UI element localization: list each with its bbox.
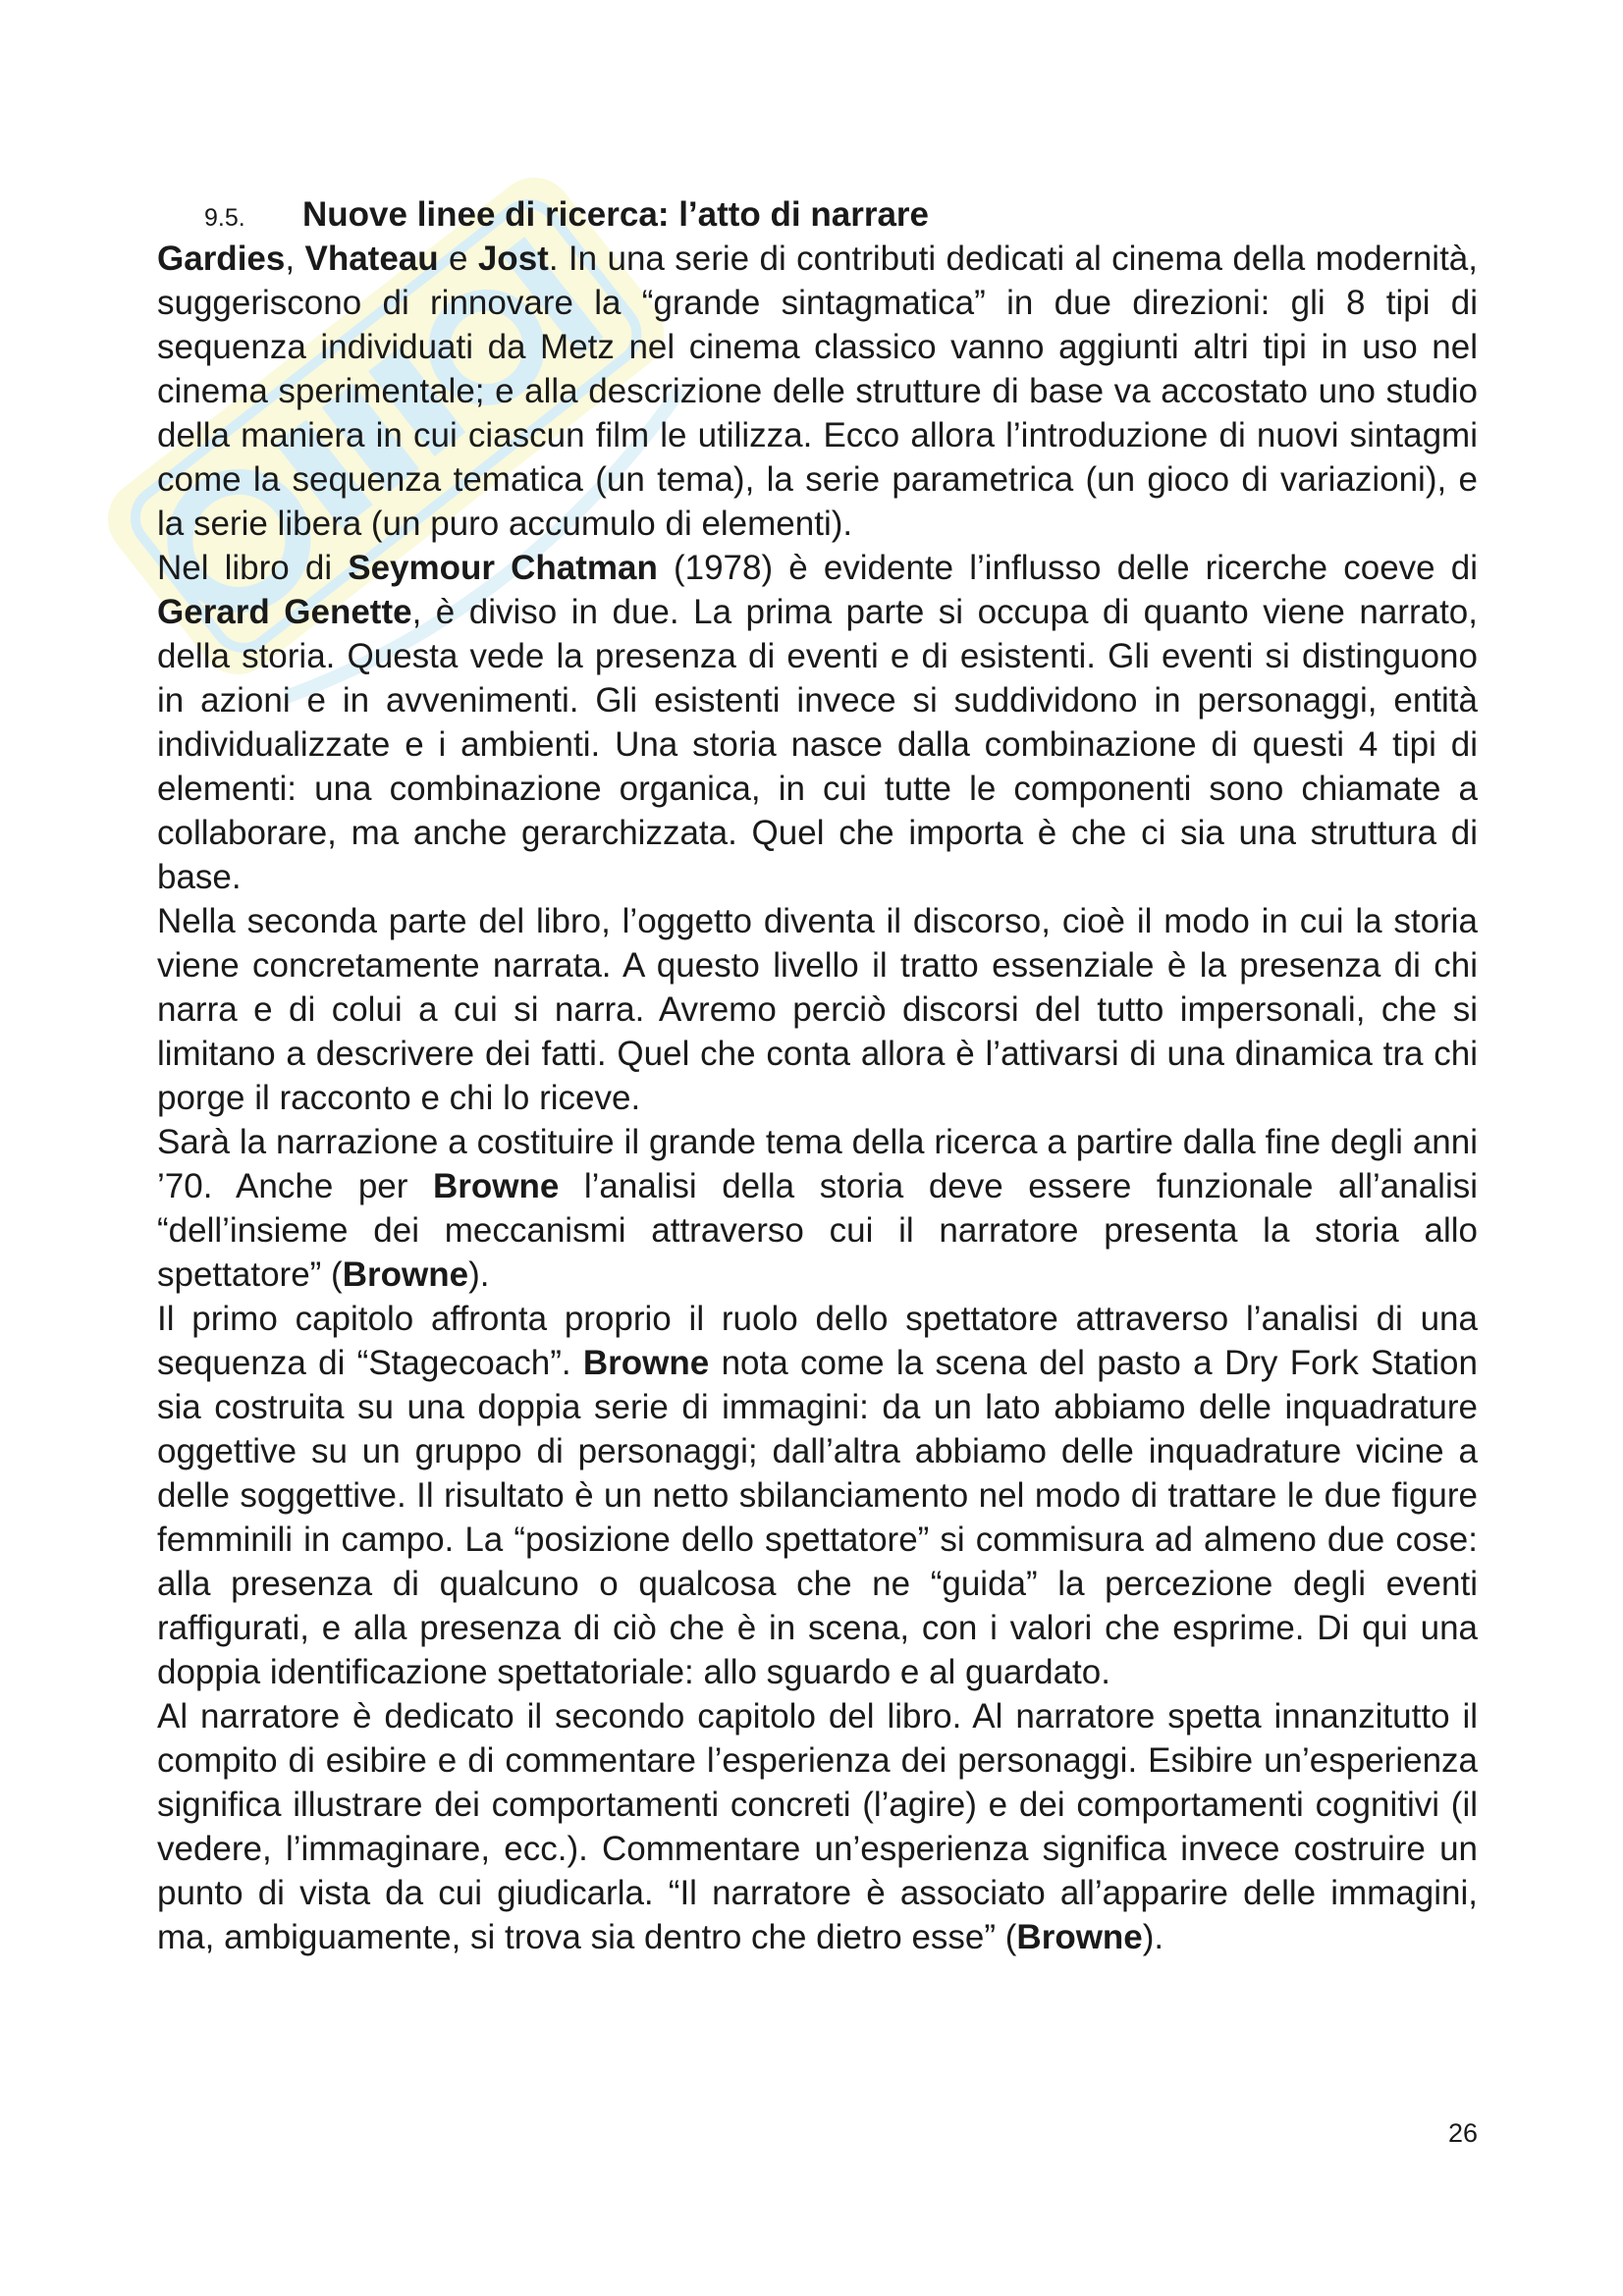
bold-run: Gardies [157, 240, 286, 278]
text-run: ). [468, 1255, 490, 1294]
text-run: e [438, 240, 478, 278]
text-run: Al narratore è dedicato il secondo capitolo del libro. Al narratore spetta innanzitutto il compito di esibire e di commentare l’esperienza dei personaggi. Esibire un’esperienza significa illustrare dei comportamenti concreti (l’agire) e dei comportamenti cognitivi (il vedere, l’immaginare, ecc.). Commentare un’esperienza significa invece costruire un punto di vista da cui giudicarla. “Il narratore è associato all’apparire delle immagini, ma, ambiguamente, si trova sia dentro che dietro esse” ( [157, 1697, 1478, 1956]
paragraph [157, 1297, 1478, 1694]
text-run: Sarà la narrazione a costituire il grande tema della ricerca a partire dalla fine degli anni ’70. Anche per [157, 1123, 1478, 1205]
bold-run: Browne [1016, 1918, 1143, 1956]
paragraph [157, 1694, 1478, 1959]
paragraph [157, 899, 1478, 1120]
paragraph [157, 546, 1478, 899]
page-number: 26 [1447, 2118, 1478, 2148]
bold-run: Gerard Genette [157, 593, 412, 631]
text-run: l’analisi della storia deve essere funzionale all’analisi “dell’insieme dei meccanismi attraverso cui il narratore presenta la storia allo spettatore” ( [157, 1167, 1478, 1294]
bold-run: Browne [432, 1167, 560, 1205]
bold-run: Browne [582, 1344, 710, 1382]
text-run: , [285, 240, 305, 278]
text-run: Il primo capitolo affronta proprio il ruolo dello spettatore attraverso l’analisi di una sequenza di “Stagecoach”. [157, 1300, 1478, 1382]
bold-run: Vhateau [304, 240, 439, 278]
section-title: Nuove linee di ricerca: l’atto di narrare [302, 195, 929, 234]
text-run: (1978) è evidente l’influsso delle ricerche coeve di [657, 549, 1478, 587]
text-run: Nella seconda parte del libro, l’oggetto diventa il discorso, cioè il modo in cui la storia viene concretamente narrata. A questo livello il tratto essenziale è la presenza di chi narra e di colui a cui si narra. Avremo perciò discorsi del tutto impersonali, che si limitano a descrivere dei fatti. Quel che conta allora è l’attivarsi di una dinamica tra chi porge il racconto e chi lo riceve. [157, 902, 1478, 1117]
text-run: ). [1142, 1918, 1164, 1956]
paragraph [157, 1120, 1478, 1297]
bold-run: Jost [477, 240, 549, 278]
bold-run: Browne [342, 1255, 469, 1294]
text-run: Nel libro di [157, 549, 349, 587]
document-body [157, 192, 1478, 1959]
bold-run: Seymour Chatman [348, 549, 658, 587]
paragraphs [157, 237, 1478, 1959]
section-heading [157, 192, 1478, 237]
section-number: 9.5. [204, 204, 245, 232]
paragraph [157, 237, 1478, 546]
text-run: , è diviso in due. La prima parte si occupa di quanto viene narrato, della storia. Questa vede la presenza di eventi e di esistenti. Gli eventi si distinguono in azioni e in avvenimenti. Gli esistenti invece si suddividono in personaggi, entità individualizzate e i ambienti. Una storia nasce dalla combinazione di questi 4 tipi di elementi: una combinazione organica, in cui tutte le componenti sono chiamate a collaborare, ma anche gerarchizzata. Quel che importa è che ci sia una struttura di base. [157, 593, 1478, 896]
text-run: nota come la scena del pasto a Dry Fork Station sia costruita su una doppia serie di immagini: da un lato abbiamo delle inquadrature oggettive su un gruppo di personaggi; dall’altra abbiamo delle inquadrature vicine a delle soggettive. Il risultato è un netto sbilanciamento nel modo di trattare le due figure femminili in campo. La “posizione dello spettatore” si commisura ad almeno due cose: alla presenza di qualcuno o qualcosa che ne “guida” la percezione degli eventi raffigurati, e alla presenza di ciò che è in scena, con i valori che esprime. Di qui una doppia identificazione spettatoriale: allo sguardo e al guardato. [157, 1344, 1478, 1691]
text-run: . In una serie di contributi dedicati al cinema della modernità, suggeriscono di rinnovare la “grande sintagmatica” in due direzioni: gli 8 tipi di sequenza individuati da Metz nel cinema classico vanno aggiunti altri tipi in uso nel cinema sperimentale; e alla descrizione delle strutture di base va accostato uno studio della maniera in cui ciascun film le utilizza. Ecco allora l’introduzione di nuovi sintagmi come la sequenza tematica (un tema), la serie parametrica (un gioco di variazioni), e la serie libera (un puro accumulo di elementi). [157, 240, 1478, 543]
